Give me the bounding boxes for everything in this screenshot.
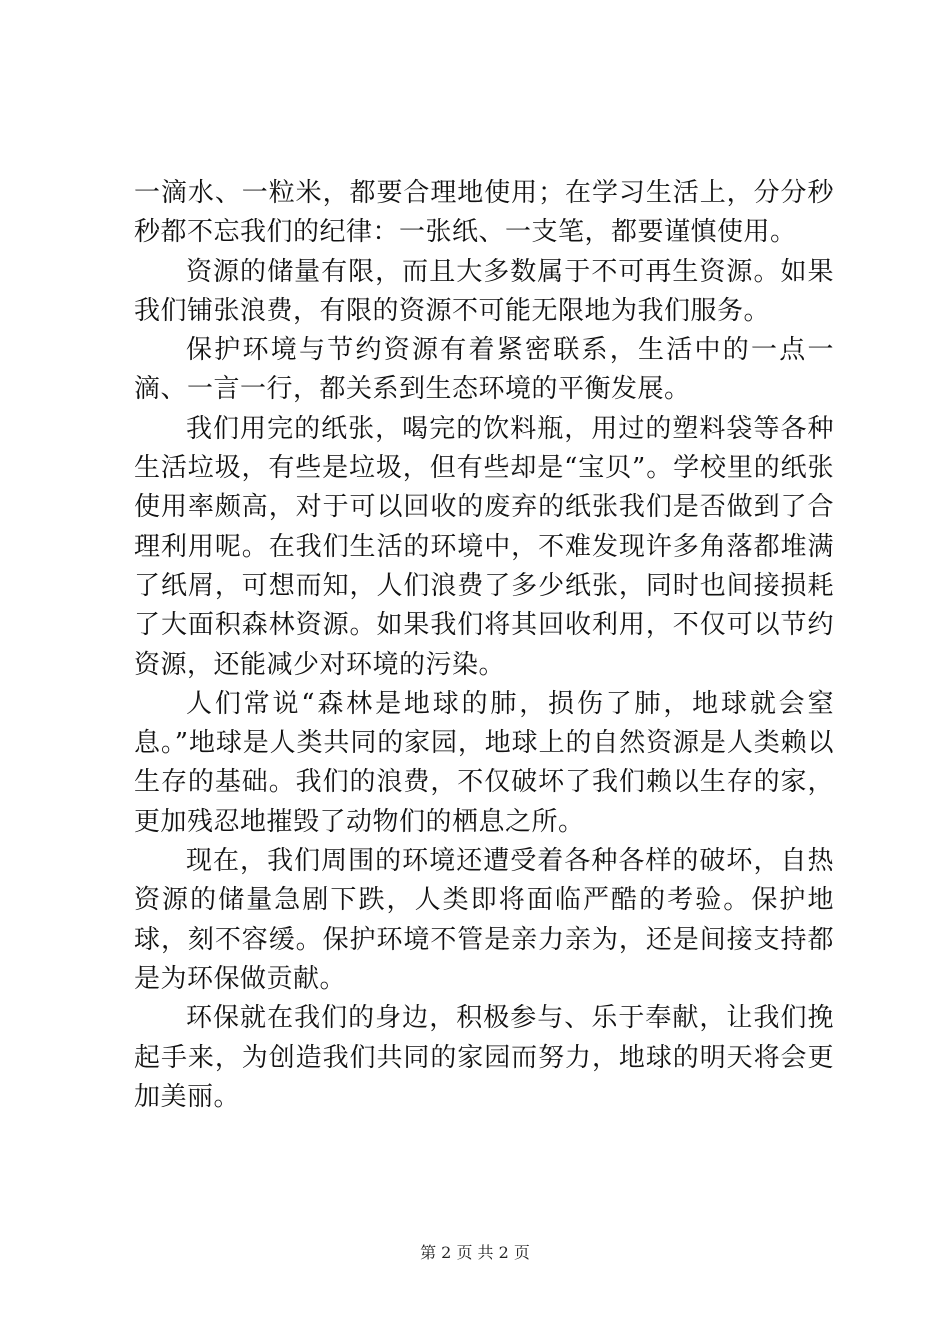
paragraph-4: 我们用完的纸张，喝完的饮料瓶，用过的塑料袋等各种生活垃圾，有些是垃圾，但有些却是“宝贝”。学校里的纸张使用率颇高，对于可以回收的废弃的纸张我们是否做到了合理利用呢。在我们生活的环境中，不难发现许多角落都堆满了纸屑，可想而知，人们浪费了多少纸张，同时也间接损耗了大面积森林资源。如果我们将其回收利用，不仅可以节约资源，还能减少对环境的污染。 <box>134 413 834 680</box>
page-number-label: 第 2 页 共 2 页 <box>420 1243 530 1262</box>
paragraph-3: 保护环境与节约资源有着紧密联系，生活中的一点一滴、一言一行，都关系到生态环境的平衡发展。 <box>134 335 834 405</box>
paragraph-7: 环保就在我们的身边，积极参与、乐于奉献，让我们挽起手来，为创造我们共同的家园而努力，地球的明天将会更加美丽。 <box>134 1003 834 1112</box>
paragraph-6: 现在，我们周围的环境还遭受着各种各样的破坏，自热资源的储量急剧下跌，人类即将面临严酷的考验。保护地球，刻不容缓。保护环境不管是亲力亲为，还是间接支持都是为环保做贡献。 <box>134 846 834 994</box>
paragraph-1: 一滴水、一粒米，都要合理地使用；在学习生活上，分分秒秒都不忘我们的纪律：一张纸、一支笔，都要谨慎使用。 <box>134 178 834 248</box>
document-body <box>134 174 834 1117</box>
paragraph-5: 人们常说“森林是地球的肺，损伤了肺，地球就会窒息。”地球是人类共同的家园，地球上的自然资源是人类赖以生存的基础。我们的浪费，不仅破坏了我们赖以生存的家，更加残忍地摧毁了动物们的栖息之所。 <box>134 688 834 837</box>
paragraph-2: 资源的储量有限，而且大多数属于不可再生资源。如果我们铺张浪费，有限的资源不可能无限地为我们服务。 <box>134 256 834 326</box>
page-footer <box>0 1243 950 1263</box>
